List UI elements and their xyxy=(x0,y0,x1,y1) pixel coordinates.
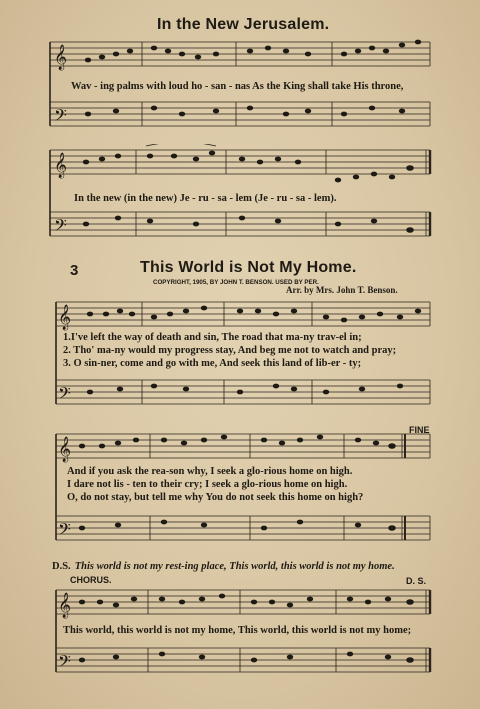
chorus-label: CHORUS. xyxy=(70,575,112,585)
lyric-line: In the new (in the new) Je - ru - sa - lem (Je - ru - sa - lem). xyxy=(74,193,337,204)
hymn-title: In the New Jerusalem. xyxy=(157,16,330,33)
verse-2-line: 2. Tho' ma-ny would my progress stay, And beg me not to watch and pray; xyxy=(63,345,397,356)
verse-1-line: 1.I've left the way of death and sin, The road that ma-ny trav-el in; xyxy=(63,332,362,343)
svg-text:𝄞: 𝄞 xyxy=(58,593,72,618)
verse-3-line: 3. O sin-ner, come and go with me, And seek this land of lib-er - ty; xyxy=(63,358,362,369)
verse-1-line: And if you ask the rea-son why, I seek a glo-rious home on high. xyxy=(67,466,353,477)
svg-text:𝄞: 𝄞 xyxy=(58,305,72,330)
music-system xyxy=(54,584,434,688)
verse-2-line: I dare not lis - ten to their cry; I seek a glo-rious home on high. xyxy=(67,479,348,490)
svg-text:𝄢: 𝄢 xyxy=(58,383,71,407)
svg-text:𝄢: 𝄢 xyxy=(54,105,67,129)
svg-text:𝄞: 𝄞 xyxy=(58,437,72,462)
verse-3-line: O, do not stay, but tell me why You do not seek this home on high? xyxy=(67,492,364,503)
arranger-credit: Arr. by Mrs. John T. Benson. xyxy=(286,285,398,295)
copyright-notice: COPYRIGHT, 1905, BY JOHN T. BENSON. USED BY PER. xyxy=(153,279,319,286)
hymn-number: 3 xyxy=(70,262,79,279)
svg-text:𝄞: 𝄞 xyxy=(54,45,68,70)
svg-text:𝄢: 𝄢 xyxy=(58,651,71,675)
fine-marker: FINE xyxy=(409,425,430,435)
chorus-lyric: This world, this world is not my home, This world, this world is not my home; xyxy=(63,625,412,636)
ds-lyric: This world is not my rest-ing place, This world, this world is not my home. xyxy=(74,561,395,572)
lyric-line: Wav - ing palms with loud ho - san - nas As the King shall take His throne, xyxy=(71,81,404,92)
svg-text:𝄢: 𝄢 xyxy=(58,519,71,543)
hymn-title: This World is Not My Home. xyxy=(140,259,357,276)
svg-text:𝄢: 𝄢 xyxy=(54,215,67,239)
svg-text:𝄞: 𝄞 xyxy=(54,153,68,178)
ds-prefix: D.S. xyxy=(52,561,71,572)
ds-line xyxy=(52,556,395,574)
ds-marker: D. S. xyxy=(406,576,427,586)
